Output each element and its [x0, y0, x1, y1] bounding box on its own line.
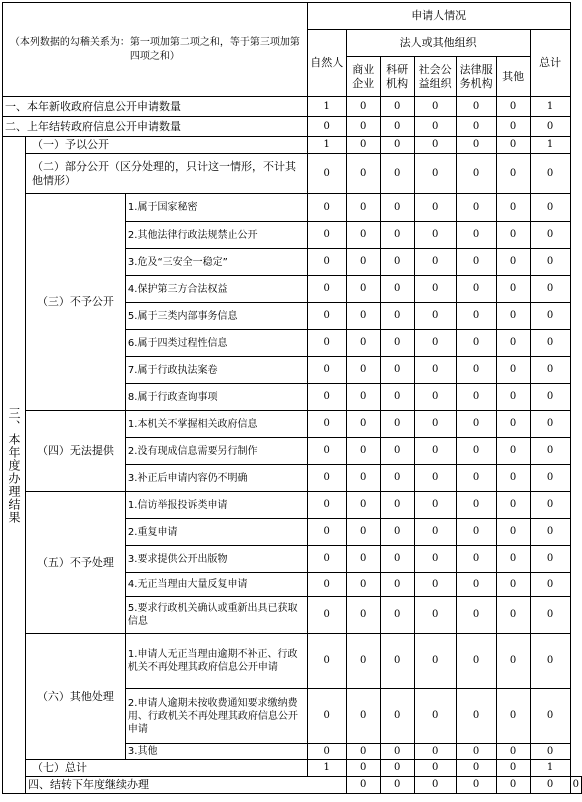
cell: 0 — [530, 303, 570, 330]
cell: 0 — [456, 634, 496, 689]
cell: 0 — [346, 689, 380, 744]
cell: 0 — [346, 330, 380, 357]
item-label: 5.要求行政机关确认或重新出具已获取信息 — [125, 597, 307, 634]
cell: 0 — [456, 384, 496, 411]
item-label: 2.其他法律行政法规禁止公开 — [125, 222, 307, 249]
cell: 0 — [307, 222, 346, 249]
cell: 0 — [456, 194, 496, 222]
header-research: 科研机构 — [380, 57, 414, 97]
header-total: 总计 — [530, 30, 570, 97]
cell: 0 — [307, 249, 346, 276]
cell: 0 — [414, 597, 456, 634]
cell: 0 — [414, 303, 456, 330]
item-label: 1.申请人无正当理由逾期不补正、行政机关不再处理其政府信息公开申请 — [125, 634, 307, 689]
cell: 0 — [530, 276, 570, 303]
cell: 0 — [380, 276, 414, 303]
table-row — [3, 97, 582, 117]
item-label: 4.无正当理由大量反复申请 — [125, 573, 307, 597]
item-label: 1.本机关不掌握相关政府信息 — [125, 411, 307, 438]
cell: 0 — [456, 276, 496, 303]
item-label: 2.申请人逾期未按收费通知要求缴纳费用、行政机关不再处理其政府信息公开申请 — [125, 689, 307, 744]
cell: 0 — [346, 117, 380, 137]
table-row — [3, 411, 582, 438]
item-label: 8.属于行政查询事项 — [125, 384, 307, 411]
cell: 0 — [346, 154, 380, 194]
cell: 0 — [346, 634, 380, 689]
cell: 0 — [414, 546, 456, 573]
cell: 0 — [456, 411, 496, 438]
cell: 0 — [456, 303, 496, 330]
cell: 0 — [496, 744, 530, 760]
cell: 0 — [456, 137, 496, 154]
cell: 0 — [530, 222, 570, 249]
cell: 1 — [307, 137, 346, 154]
header-other: 其他 — [496, 57, 530, 97]
table-row — [3, 137, 582, 154]
cell: 1 — [530, 760, 570, 777]
cell: 0 — [456, 492, 496, 519]
cell: 0 — [496, 384, 530, 411]
cell: 0 — [380, 194, 414, 222]
cell: 0 — [530, 597, 570, 634]
cell: 0 — [307, 519, 346, 546]
item-label: 6.属于四类过程性信息 — [125, 330, 307, 357]
cell: 0 — [414, 357, 456, 384]
cell: 0 — [456, 597, 496, 634]
cell: 0 — [530, 154, 570, 194]
cell: 0 — [414, 330, 456, 357]
cell: 0 — [530, 546, 570, 573]
cell: 0 — [380, 438, 414, 465]
cell: 0 — [456, 519, 496, 546]
cell: 0 — [456, 573, 496, 597]
cell: 0 — [307, 597, 346, 634]
disclosure-table-container — [2, 2, 582, 794]
cell: 0 — [414, 519, 456, 546]
item-label: 1.属于国家秘密 — [125, 194, 307, 222]
cell: 0 — [346, 276, 380, 303]
cell: 0 — [530, 744, 570, 760]
cell: 0 — [380, 330, 414, 357]
table-row — [3, 194, 582, 222]
cell: 0 — [496, 97, 530, 117]
cell: 0 — [456, 357, 496, 384]
cell: 0 — [307, 117, 346, 137]
cell: 1 — [307, 97, 346, 117]
cell: 0 — [456, 689, 496, 744]
cell: 0 — [346, 303, 380, 330]
cell: 0 — [346, 573, 380, 597]
cell: 0 — [456, 154, 496, 194]
cell: 0 — [346, 357, 380, 384]
cell: 0 — [456, 546, 496, 573]
cell: 0 — [530, 634, 570, 689]
cell: 0 — [307, 634, 346, 689]
cell: 0 — [530, 411, 570, 438]
cell: 0 — [346, 492, 380, 519]
cell: 0 — [496, 330, 530, 357]
cell: 0 — [380, 744, 414, 760]
cell: 0 — [530, 194, 570, 222]
cell: 0 — [380, 357, 414, 384]
cell: 0 — [307, 573, 346, 597]
cell: 0 — [530, 689, 570, 744]
cell: 0 — [530, 573, 570, 597]
header-applicant: 申请人情况 — [307, 3, 570, 30]
disclosure-table — [2, 2, 582, 794]
cell: 0 — [346, 194, 380, 222]
cell: 0 — [380, 411, 414, 438]
cell: 0 — [456, 249, 496, 276]
cell: 0 — [346, 465, 380, 492]
cell: 0 — [530, 330, 570, 357]
cell: 0 — [307, 384, 346, 411]
row-label: （一）予以公开 — [25, 137, 307, 154]
cell: 0 — [456, 777, 496, 794]
cell: 0 — [496, 689, 530, 744]
cell: 0 — [380, 777, 414, 794]
cell: 0 — [307, 744, 346, 760]
cell: 0 — [346, 249, 380, 276]
cell: 0 — [530, 519, 570, 546]
cell: 0 — [346, 384, 380, 411]
cell: 0 — [496, 194, 530, 222]
cell: 1 — [530, 97, 570, 117]
group-label-unable: （四）无法提供 — [25, 411, 125, 492]
cell: 0 — [307, 411, 346, 438]
cell: 0 — [496, 519, 530, 546]
cell: 0 — [346, 137, 380, 154]
cell: 0 — [530, 249, 570, 276]
cell: 0 — [346, 411, 380, 438]
cell: 0 — [380, 154, 414, 194]
cell: 0 — [456, 222, 496, 249]
row-label: （七）总计 — [25, 760, 307, 777]
cell: 0 — [307, 492, 346, 519]
cell: 0 — [380, 384, 414, 411]
cell: 0 — [414, 411, 456, 438]
cell: 0 — [346, 760, 380, 777]
item-label: 2.没有现成信息需要另行制作 — [125, 438, 307, 465]
cell: 0 — [414, 97, 456, 117]
cell: 0 — [380, 519, 414, 546]
cell: 0 — [496, 760, 530, 777]
cell: 0 — [380, 634, 414, 689]
cell: 0 — [496, 597, 530, 634]
item-label: 3.其他 — [125, 744, 307, 760]
cell: 0 — [414, 689, 456, 744]
row-label: 一、本年新收政府信息公开申请数量 — [3, 97, 308, 117]
cell: 0 — [414, 492, 456, 519]
cell: 0 — [456, 330, 496, 357]
row-label: 二、上年结转政府信息公开申请数量 — [3, 117, 308, 137]
cell: 0 — [307, 154, 346, 194]
cell: 0 — [307, 438, 346, 465]
header-natural-person: 自然人 — [307, 30, 346, 97]
cell: 0 — [414, 117, 456, 137]
cell: 0 — [496, 777, 530, 794]
cell: 0 — [496, 276, 530, 303]
cell: 0 — [307, 689, 346, 744]
group-label-other: （六）其他处理 — [25, 634, 125, 760]
cell: 0 — [346, 744, 380, 760]
cell: 0 — [380, 303, 414, 330]
item-label: 3.补正后申请内容仍不明确 — [125, 465, 307, 492]
cell: 0 — [530, 357, 570, 384]
cell: 0 — [456, 760, 496, 777]
cell: 0 — [346, 519, 380, 546]
cell: 0 — [380, 222, 414, 249]
cell: 0 — [496, 492, 530, 519]
cell: 0 — [346, 222, 380, 249]
cell: 0 — [307, 546, 346, 573]
cell: 0 — [530, 492, 570, 519]
cell: 0 — [496, 465, 530, 492]
cell: 0 — [380, 249, 414, 276]
cell: 0 — [530, 777, 570, 794]
cell: 0 — [346, 777, 380, 794]
cell: 0 — [307, 303, 346, 330]
cell: 1 — [307, 760, 346, 777]
table-row — [3, 777, 582, 794]
cell: 0 — [346, 438, 380, 465]
item-label: 3.要求提供公开出版物 — [125, 546, 307, 573]
cell: 0 — [414, 137, 456, 154]
table-row — [3, 760, 582, 777]
item-label: 5.属于三类内部事务信息 — [125, 303, 307, 330]
table-row — [3, 634, 582, 689]
item-label: 7.属于行政执法案卷 — [125, 357, 307, 384]
cell: 0 — [414, 249, 456, 276]
cell: 0 — [346, 97, 380, 117]
cell: 0 — [414, 438, 456, 465]
cell: 0 — [380, 597, 414, 634]
cell: 0 — [307, 465, 346, 492]
cell: 0 — [307, 194, 346, 222]
cell: 0 — [307, 330, 346, 357]
cell: 0 — [456, 117, 496, 137]
cell: 0 — [307, 357, 346, 384]
cell: 0 — [456, 465, 496, 492]
cell: 0 — [380, 573, 414, 597]
cell: 0 — [456, 744, 496, 760]
cell: 0 — [530, 465, 570, 492]
section3-label: 三、本年度办理结果 — [3, 137, 26, 794]
cell: 1 — [530, 137, 570, 154]
cell: 0 — [496, 438, 530, 465]
item-label: 2.重复申请 — [125, 519, 307, 546]
table-row — [3, 117, 582, 137]
header-public-welfare: 社会公益组织 — [414, 57, 456, 97]
header-note: （本列数据的勾稽关系为：第一项加第二项之和，等于第三项加第四项之和） — [3, 3, 308, 97]
cell: 0 — [414, 634, 456, 689]
cell: 0 — [380, 689, 414, 744]
cell: 0 — [496, 634, 530, 689]
cell: 0 — [414, 760, 456, 777]
table-row — [3, 492, 582, 519]
cell: 0 — [570, 777, 581, 794]
table-row — [3, 154, 582, 194]
cell: 0 — [414, 194, 456, 222]
cell: 0 — [380, 137, 414, 154]
cell: 0 — [496, 303, 530, 330]
cell: 0 — [456, 438, 496, 465]
row-label: （二）部分公开（区分处理的，只计这一情形，不计其他情形） — [25, 154, 307, 194]
header-business: 商业企业 — [346, 57, 380, 97]
cell: 0 — [346, 597, 380, 634]
cell: 0 — [496, 154, 530, 194]
cell: 0 — [496, 117, 530, 137]
group-label-noprocess: （五）不予处理 — [25, 492, 125, 634]
cell: 0 — [307, 276, 346, 303]
cell: 0 — [530, 384, 570, 411]
cell: 0 — [414, 276, 456, 303]
item-label: 1.信访举报投诉类申请 — [125, 492, 307, 519]
cell: 0 — [414, 465, 456, 492]
cell: 0 — [530, 117, 570, 137]
cell: 0 — [496, 222, 530, 249]
cell: 0 — [496, 573, 530, 597]
header-legal-service: 法律服务机构 — [456, 57, 496, 97]
cell: 0 — [380, 492, 414, 519]
header-legal-group: 法人或其他组织 — [346, 30, 530, 57]
cell: 0 — [380, 97, 414, 117]
cell: 0 — [380, 760, 414, 777]
cell: 0 — [496, 546, 530, 573]
cell: 0 — [380, 117, 414, 137]
cell: 0 — [530, 438, 570, 465]
cell: 0 — [414, 777, 456, 794]
cell: 0 — [414, 154, 456, 194]
cell: 0 — [414, 222, 456, 249]
cell: 0 — [414, 744, 456, 760]
row-label: 四、结转下年度继续办理 — [25, 777, 346, 794]
item-label: 4.保护第三方合法权益 — [125, 276, 307, 303]
cell: 0 — [380, 465, 414, 492]
group-label-refuse: （三）不予公开 — [25, 194, 125, 411]
cell: 0 — [414, 573, 456, 597]
cell: 0 — [414, 384, 456, 411]
cell: 0 — [380, 546, 414, 573]
cell: 0 — [456, 97, 496, 117]
item-label: 3.危及“三安全一稳定” — [125, 249, 307, 276]
cell: 0 — [496, 411, 530, 438]
cell: 0 — [496, 137, 530, 154]
cell: 0 — [496, 249, 530, 276]
cell: 0 — [496, 357, 530, 384]
cell: 0 — [346, 546, 380, 573]
